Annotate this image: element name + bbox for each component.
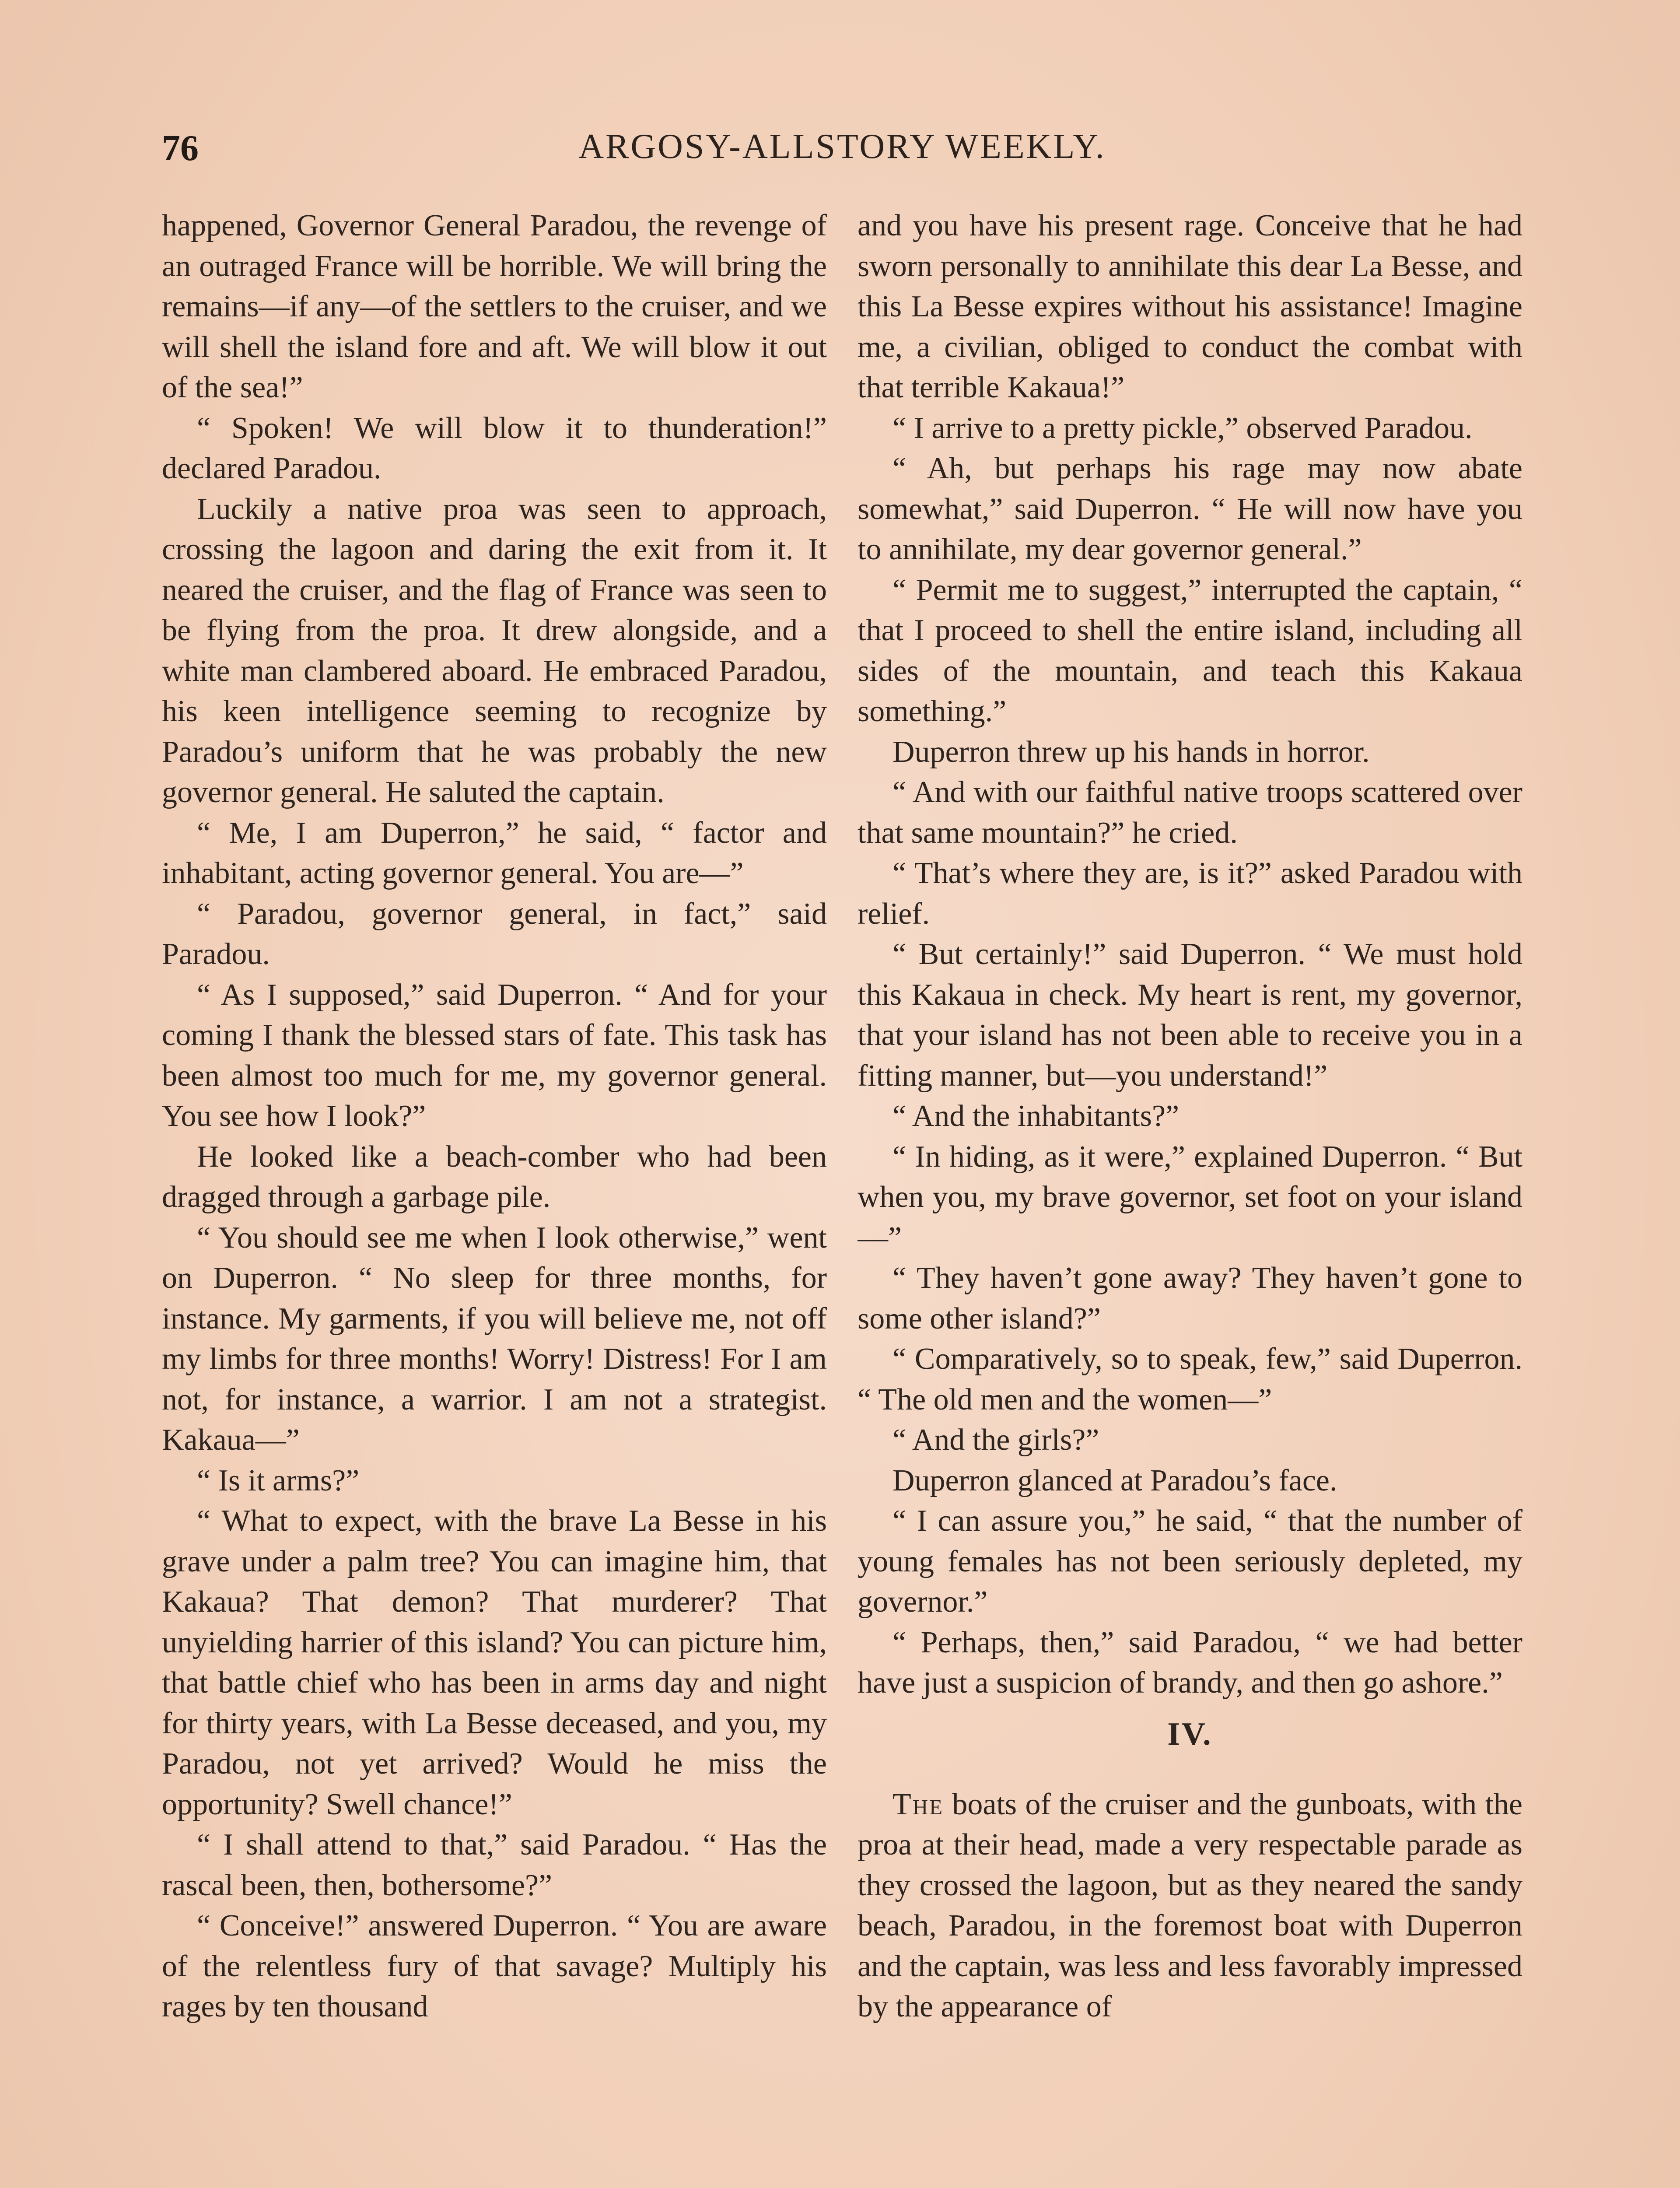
section-heading: IV. <box>1167 1716 1213 1752</box>
paragraph: “ Permit me to suggest,” interrupted the captain, “ that I proceed to shell the entire island, including all sides of the mountain, and teach this Kakaua something.” <box>858 573 1522 728</box>
paragraph: happened, Governor General Paradou, the revenge of an outraged France will be horrible. We will bring the remains—if any—of the settlers to the cruiser, and we will shell the island fore and aft. We will blow it out of the sea!” <box>162 209 827 404</box>
paragraph: Duperron threw up his hands in horror. <box>892 735 1370 769</box>
paragraph: “ Conceive!” answered Duperron. “ You are aware of the relentless fury of that savage? Multiply his rages by ten thousand <box>162 1909 827 2023</box>
paragraph: “ What to expect, with the brave La Besse in his grave under a palm tree? You can imagine him, that Kakaua? That demon? That murderer? That unyielding harrier of this island? You can picture him, that battle chief who has been in arms day and night for thirty years, with La Besse deceased, and you, my Paradou, not yet arrived? Would he miss the opportunity? Swell chance!” <box>162 1504 827 1821</box>
paragraph: “ But certainly!” said Duperron. “ We must hold this Kakaua in check. My heart is rent, my governor, that your island has not been able to receive you in a fitting manner, but—you understand!” <box>858 937 1522 1093</box>
paragraph: Luckily a native proa was seen to approach, crossing the lagoon and daring the exit from it. It neared the cruiser, and the flag of France was seen to be flying from the proa. It drew alongside, and a white man clambered aboard. He embraced Paradou, his keen intelligence seeming to recognize by Paradou’s uniform that he was probably the new governor general. He saluted the captain. <box>162 492 827 809</box>
page-header <box>162 118 1522 175</box>
paragraph: “ As I supposed,” said Duperron. “ And for your coming I thank the blessed stars of fate. This task has been almost too much for me, my governor general. You see how I look?” <box>162 978 827 1133</box>
paragraph: “ And the inhabitants?” <box>892 1099 1180 1133</box>
paragraph: He looked like a beach-comber who had been dragged through a garbage pile. <box>162 1140 827 1214</box>
paragraph-text: boats of the cruiser and the gunboats, with the proa at their head, made a very respectable parade as they crossed the lagoon, but as they neared the sandy beach, Paradou, in the foremost boat with Duperron and the captain, was less and less favorably impressed by the appearance of <box>858 1787 1522 2023</box>
running-title: ARGOSY-ALLSTORY WEEKLY. <box>578 127 1106 166</box>
paragraph: “ I can assure you,” he said, “ that the number of young females has not been seriously depleted, my governor.” <box>858 1504 1522 1619</box>
paragraph: “ I shall attend to that,” said Paradou. “ Has the rascal been, then, bothersome?” <box>162 1828 827 1902</box>
page-number: 76 <box>162 128 199 168</box>
paragraph: “ I arrive to a pretty pickle,” observed Paradou. <box>892 411 1473 445</box>
paragraph: “ In hiding, as it were,” explained Duperron. “ But when you, my brave governor, set foot on your island—” <box>858 1140 1522 1255</box>
lead-word: The <box>892 1787 944 1821</box>
paragraph: “ Comparatively, so to speak, few,” said Duperron. “ The old men and the women—” <box>858 1342 1522 1417</box>
section-opening-paragraph <box>858 1785 1522 2027</box>
paragraph: “ And the girls?” <box>892 1423 1099 1457</box>
paragraph: “ Me, I am Duperron,” he said, “ factor and inhabitant, acting governor general. You are—” <box>162 816 827 890</box>
paragraph: Duperron glanced at Paradou’s face. <box>892 1463 1337 1497</box>
paragraph: “ Is it arms?” <box>197 1463 360 1497</box>
right-column <box>858 206 1522 2188</box>
paragraph: “ Perhaps, then,” said Paradou, “ we had better have just a suspicion of brandy, and then go ashore.” <box>858 1625 1522 1700</box>
paragraph: “ Paradou, governor general, in fact,” said Paradou. <box>162 897 827 971</box>
paragraph: “ Ah, but perhaps his rage may now abate somewhat,” said Duperron. “ He will now have you to annihilate, my dear governor general.” <box>858 452 1522 566</box>
paragraph: “ That’s where they are, is it?” asked Paradou with relief. <box>858 856 1522 931</box>
paragraph: and you have his present rage. Conceive that he had sworn personally to annihilate this dear La Besse, and this La Besse expires without his assistance! Imagine me, a civilian, obliged to conduct the combat with that terrible Kakaua!” <box>858 209 1522 404</box>
left-column <box>162 206 827 2188</box>
paragraph: “ They haven’t gone away? They haven’t gone to some other island?” <box>858 1261 1522 1336</box>
paragraph: “ And with our faithful native troops scattered over that same mountain?” he cried. <box>858 775 1522 850</box>
paragraph: “ You should see me when I look otherwise,” went on Duperron. “ No sleep for three months, for instance. My garments, if you will believe me, not off my limbs for three months! Worry! Distress! For I am not, for instance, a warrior. I am not a strategist. Kakaua—” <box>162 1220 827 1457</box>
paragraph: “ Spoken! We will blow it to thunderation!” declared Paradou. <box>162 411 827 485</box>
